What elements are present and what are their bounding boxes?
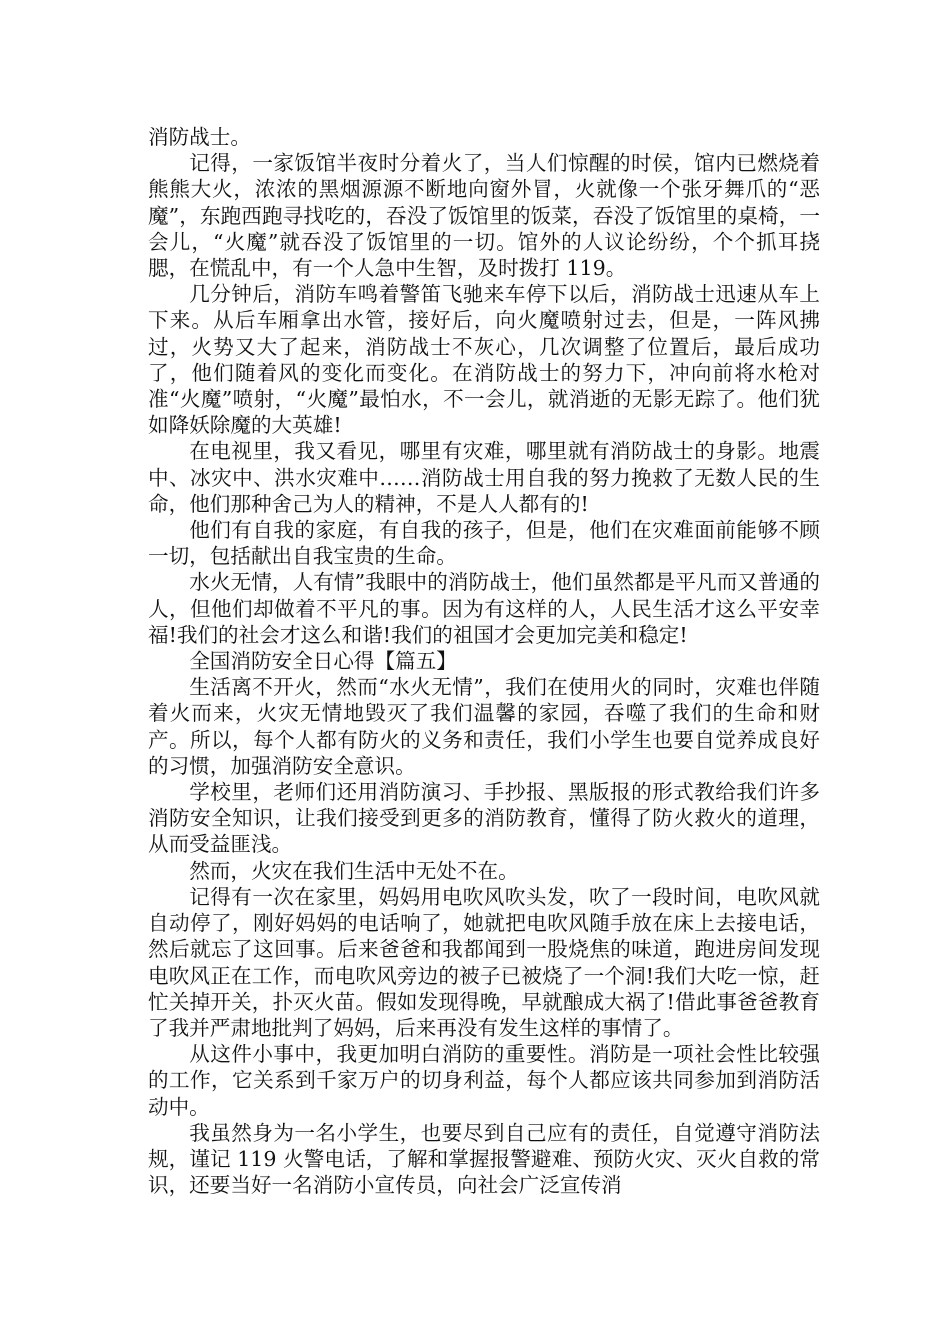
- paragraph-sacrifice: 他们有自我的家庭，有自我的孩子，但是，他们在灾难面前能够不顾一切，包括献出自我宝贵的生命。: [148, 518, 820, 569]
- paragraph-fire-danger: 生活离不开火，然而“水火无情”，我们在使用火的同时，灾难也伴随着火而来，火灾无情地毁灭了我们温馨的家园，吞噬了我们的生命和财产。所以，每个人都有防火的义务和责任，我们小学生也要自觉养成良好的习惯，加强消防安全意识。: [148, 675, 820, 778]
- paragraph-continued: 消防战士。: [148, 125, 251, 149]
- section-heading: 全国消防安全日心得【篇五】: [189, 649, 457, 674]
- paragraph-ordinary-heroes: 水火无情，人有情”我眼中的消防战士，他们虽然都是平凡而又普通的人，但他们却做着不平凡的事。因为有这样的人，人民生活才这么平安幸福!我们的社会才这么和谐!我们的祖国才会更加完美和稳定!: [148, 570, 820, 647]
- paragraph-restaurant-fire: 记得，一家饭馆半夜时分着火了，当人们惊醒的时侯，馆内已燃烧着熊熊大火，浓浓的黑烟源源不断地向窗外冒，火就像一个张牙舞爪的“恶魔”，东跑西跑寻找吃的，吞没了饭馆里的饭菜，吞没了饭馆里的桌椅，一会儿，“火魔”就吞没了饭馆里的一切。馆外的人议论纷纷，个个抓耳挠腮，在慌乱中，有一个人急中生智，及时拨打 119。: [148, 151, 820, 281]
- paragraph-student-duty: 我虽然身为一名小学生，也要尽到自己应有的责任，自觉遵守消防法规，谨记 119 火警电话，了解和掌握报警避难、预防火灾、灭火自救的常识，还要当好一名消防小宣传员，向社会广泛宣传消: [148, 1120, 820, 1198]
- paragraph-fire-everywhere: 然而，火灾在我们生活中无处不在。: [189, 858, 519, 883]
- paragraph-tv-disasters: 在电视里，我又看见，哪里有灾难，哪里就有消防战士的身影。地震中、冰灾中、洪水灾难中……消防战士用自我的努力挽救了无数人民的生命，他们那种舍己为人的精神，不是人人都有的!: [148, 439, 820, 516]
- paragraph-firefighters-arrive: 几分钟后，消防车鸣着警笛飞驰来车停下以后，消防战士迅速从车上下来。从后车厢拿出水管，接好后，向火魔喷射过去，但是，一阵风拂过，火势又大了起来，消防战士不灰心，几次调整了位置后，最后成功了，他们随着风的变化而变化。在消防战士的努力下，冲向前将水枪对准“火魔”喷射，“火魔”最怕水，不一会儿，就消逝的无影无踪了。他们犹如降妖除魔的大英雄!: [148, 282, 820, 438]
- paragraph-importance: 从这件小事中，我更加明白消防的重要性。消防是一项社会性比较强的工作，它关系到千家万户的切身利益，每个人都应该共同参加到消防活动中。: [148, 1042, 820, 1119]
- document-body: [148, 124, 820, 1198]
- paragraph-hair-dryer-story: 记得有一次在家里，妈妈用电吹风吹头发，吹了一段时间，电吹风就自动停了，刚好妈妈的电话响了，她就把电吹风随手放在床上去接电话，然后就忘了这回事。后来爸爸和我都闻到一股烧焦的味道，跑进房间发现电吹风正在工作，而电吹风旁边的被子已被烧了一个洞!我们大吃一惊，赶忙关掉开关，扑灭火苗。假如发现得晚，早就酿成大祸了!借此事爸爸教育了我并严肃地批判了妈妈，后来再没有发生这样的事情了。: [148, 884, 820, 1040]
- paragraph-school-education: 学校里，老师们还用消防演习、手抄报、黑版报的形式教给我们许多消防安全知识，让我们接受到更多的消防教育，懂得了防火救火的道理，从而受益匪浅。: [148, 780, 820, 857]
